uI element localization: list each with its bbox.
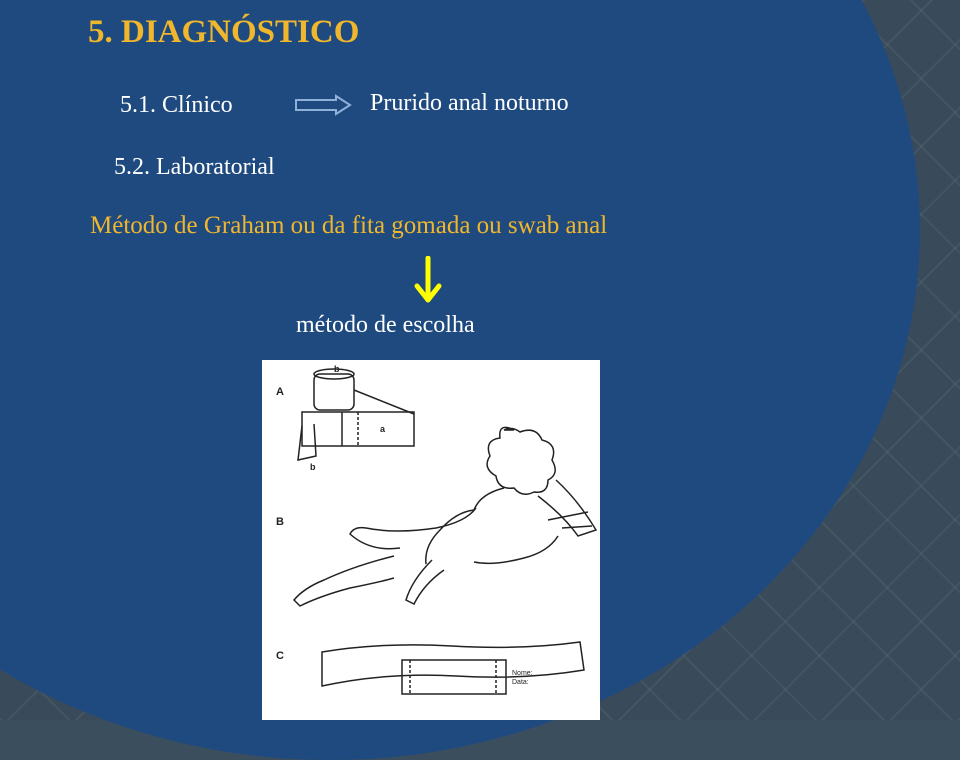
slide-title: 5. DIAGNÓSTICO [88,14,360,50]
illustration-drawing [262,360,600,720]
clinical-label: 5.1. Clínico [120,92,233,118]
clinical-result: Prurido anal noturno [370,90,569,116]
right-arrow-icon [294,94,354,116]
method-of-choice-text: método de escolha [296,312,475,338]
part-label-b-bottom: b [310,462,316,472]
slide-date-field: Data: [512,679,529,686]
slide-name-field: Nome: [512,670,533,677]
part-label-b-top: b [334,364,340,374]
panel-label-a: A [276,386,284,398]
panel-label-b: B [276,516,284,528]
panel-label-c: C [276,650,284,662]
down-arrow-icon [414,256,442,304]
laboratory-label: 5.2. Laboratorial [114,154,275,180]
graham-method-illustration [262,360,600,720]
graham-method-text: Método de Graham ou da fita gomada ou swab anal [90,212,608,239]
part-label-a: a [380,424,386,434]
